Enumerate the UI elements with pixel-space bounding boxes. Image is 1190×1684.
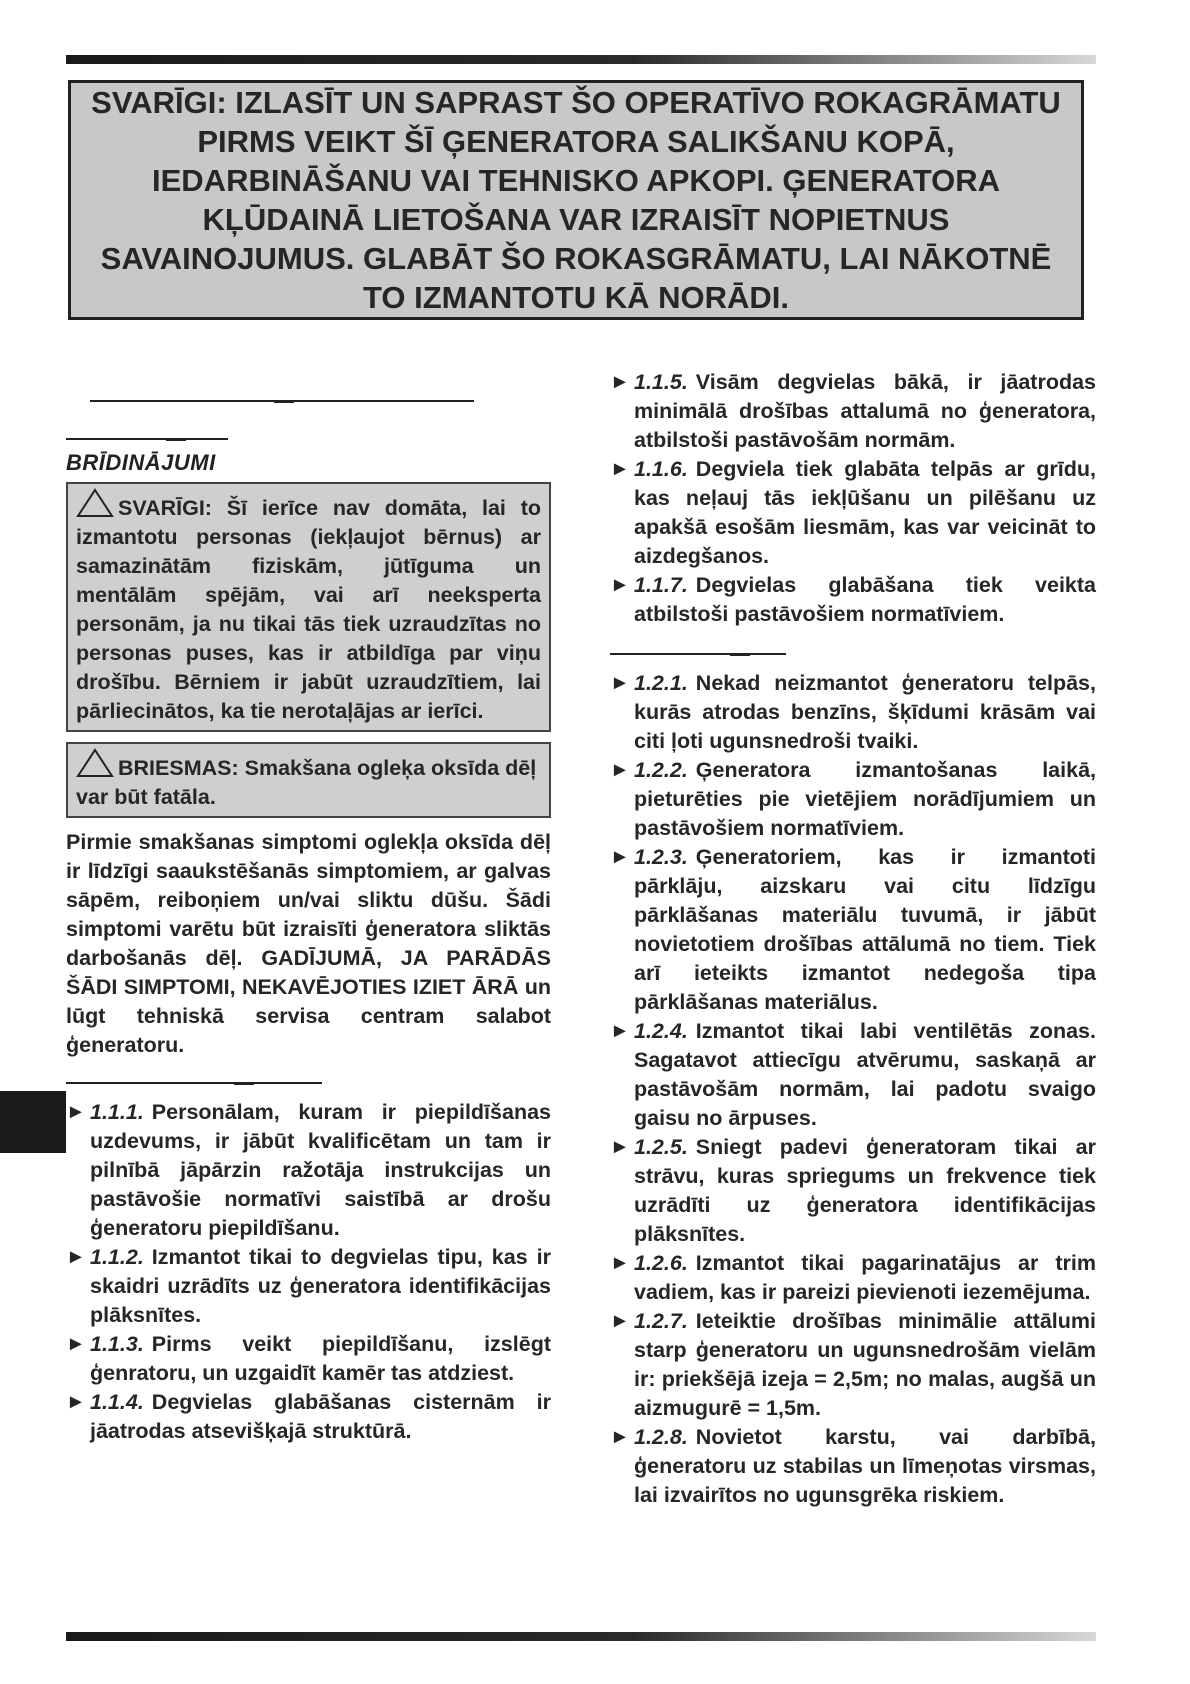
list-item: ► 1.1.2. Izmantot tikai to degvielas tipu, kas ir skaidri uzrādīts uz ģeneratora identifikācijas plāksnītes. <box>66 1245 551 1327</box>
list-item: ► 1.2.5. Sniegt padevi ģeneratoram tikai ar strāvu, kuras spriegums un frekvence tiek uzrādīti uz ģeneratora identifikācijas plāksnītes. <box>610 1135 1096 1246</box>
bullet-arrow-icon: ► <box>66 1246 86 1268</box>
bullet-arrow-icon: ► <box>610 371 630 393</box>
bullet-arrow-icon: ► <box>66 1101 86 1123</box>
top-rule <box>66 55 1096 64</box>
important-warning-box <box>66 482 551 732</box>
bullet-arrow-icon: ► <box>66 1391 86 1413</box>
list-item: ► 1.2.1. Nekad neizmantot ģeneratoru telpās, kurās atrodas benzīns, šķīdumi krāsām vai citi ļoti ugunsnedroši tvaiki. <box>610 671 1096 753</box>
important-notice-box <box>68 80 1084 320</box>
section-underline <box>66 438 228 440</box>
bullet-arrow-icon: ► <box>610 1020 630 1042</box>
list-item: ► 1.2.7. Ieteiktie drošības minimālie attālumi starp ģeneratoru un ugunsnedrošām vielām ir: priekšējā izeja = 2,5m; no malas, augšā un aizmugurē = 1,5m. <box>610 1309 1096 1420</box>
bullet-arrow-icon: ► <box>610 1252 630 1274</box>
danger-warning-box <box>66 742 551 818</box>
list-item: ► 1.2.4. Izmantot tikai labi ventilētās zonas. Sagatavot attiecīgu atvērumu, saskaņā ar pastāvošām normām, lai padotu svaigo gaisu no ārpuses. <box>610 1019 1096 1130</box>
list-item: ► 1.2.3. Ģeneratoriem, kas ir izmantoti pārklāju, aizskaru vai citu līdzīgu pārklāšanas materiālu tuvumā, ir jābūt novietotiem drošības attālumā no tiem. Tiek arī ieteikts izmantot nedegoša tipa pārklāšanas materiālus. <box>610 845 1096 1014</box>
important-notice-text: SVARĪGI: IZLASĪT UN SAPRAST ŠO OPERATĪVO ROKAGRĀMATU PIRMS VEIKT ŠĪ ĢENERATORA SALIKŠANU KOPĀ, IEDARBINĀŠANU VAI TEHNISKO APKOPI. ĢENERATORA KĻŪDAINĀ LIETOŠANA VAR IZRAISĪT NOPIETNUS SAVAINOJUMUS. GLABĀT ŠO ROKASGRĀMATU, LAI NĀKOTNĒ TO IZMANTOTU KĀ NORĀDI. <box>91 85 1061 315</box>
bullet-arrow-icon: ► <box>610 1136 630 1158</box>
bullet-arrow-icon: ► <box>610 672 630 694</box>
list-item: ► 1.1.6. Degviela tiek glabāta telpās ar grīdu, kas neļauj tās iekļūšanu un pilēšanu uz apakšā esošām liesmām, kas var veicināt to aizdegšanos. <box>610 457 1096 568</box>
list-1-2 <box>610 669 1096 1510</box>
list-item: ► 1.1.7. Degvielas glabāšana tiek veikta atbilstoši pastāvošiem normatīviem. <box>610 573 1096 626</box>
list-item: ► 1.1.3. Pirms veikt piepildīšanu, izslēgt ģenratoru, un uzgaidīt kamēr tas atdziest. <box>66 1332 551 1385</box>
list-item: ► 1.1.1. Personālam, kuram ir piepildīšanas uzdevums, ir jābūt kvalificētam un tam ir pilnībā jāpārzin ražotāja instrukcijas un pastāvošie normatīvi saistībā ar drošu ģeneratoru piepildīšanu. <box>66 1100 551 1240</box>
list-item: ► 1.1.5. Visām degvielas bākā, ir jāatrodas minimālā drošības attalumā no ģeneratora, atbilstoši pastāvošām normām. <box>610 370 1096 452</box>
list-item: ► 1.2.8. Novietot karstu, vai darbībā, ģeneratoru uz stabilas un līmeņotas virsmas, lai izvairītos no ugunsgrēka riskiem. <box>610 1425 1096 1507</box>
warning-triangle-icon <box>76 748 114 778</box>
list-1-1-left <box>66 1098 551 1446</box>
list-item: ► 1.2.6. Izmantot tikai pagarinatājus ar trim vadiem, kas ir pareizi pievienoti iezemējuma. <box>610 1251 1096 1304</box>
bullet-arrow-icon: ► <box>610 458 630 480</box>
subsection-1-2-underline <box>610 653 786 655</box>
list-item: ► 1.2.2. Ģeneratora izmantošanas laikā, pieturēties pie vietējiem norādījumiem un pastāvošiem normatīviem. <box>610 758 1096 840</box>
chapter-side-tab <box>0 1091 66 1153</box>
bullet-arrow-icon: ► <box>66 1333 86 1355</box>
important-warning-text: SVARĪGI: Šī ierīce nav domāta, lai to izmantotu personas (iekļaujot bērnus) ar samazinātām fiziskām, jūtīguma un mentālām spējām, vai arī neeksperta personām, ja nu tikai tās tiek uzraudzītas no personas puses, kas ir atbildīga par viņu drošību. Bērniem ir jabūt uzraudzītiem, lai pārliecinātos, ka tie nerotaļājas ar ierīci. <box>76 496 541 723</box>
list-item: ► 1.1.4. Degvielas glabāšanas cisternām ir jāatrodas atsevišķajā struktūrā. <box>66 1390 551 1443</box>
bottom-rule <box>66 1632 1096 1641</box>
danger-warning-text: BRIESMAS: Smakšana ogleķa oksīda dēļ var būt fatāla. <box>76 756 537 809</box>
right-column <box>610 368 1096 1510</box>
title-underline <box>90 400 474 402</box>
symptoms-paragraph: Pirmie smakšanas simptomi oglekļa oksīda dēļ ir līdzīgi saaukstēšanās simptomiem, ar galvas sāpēm, reiboņiem un/vai sliktu dūšu. Šādi simptomi varētu būt izraisīti ģeneratora sliktās darbošanās dēļ. GADĪJUMĀ, JA PARĀDĀS ŠĀDI SIMPTOMI, NEKAVĒJOTIES IZIET ĀRĀ un lūgt tehniskā servisa centram salabot ģeneratoru. <box>66 830 551 1057</box>
warnings-heading: BRĪDINĀJUMI <box>66 450 216 475</box>
bullet-arrow-icon: ► <box>610 574 630 596</box>
list-1-1-right <box>610 368 1096 629</box>
left-column <box>66 360 551 1446</box>
subsection-1-1-underline <box>66 1082 322 1084</box>
bullet-arrow-icon: ► <box>610 846 630 868</box>
bullet-arrow-icon: ► <box>610 1426 630 1448</box>
warning-triangle-icon <box>76 488 114 518</box>
bullet-arrow-icon: ► <box>610 1310 630 1332</box>
bullet-arrow-icon: ► <box>610 759 630 781</box>
